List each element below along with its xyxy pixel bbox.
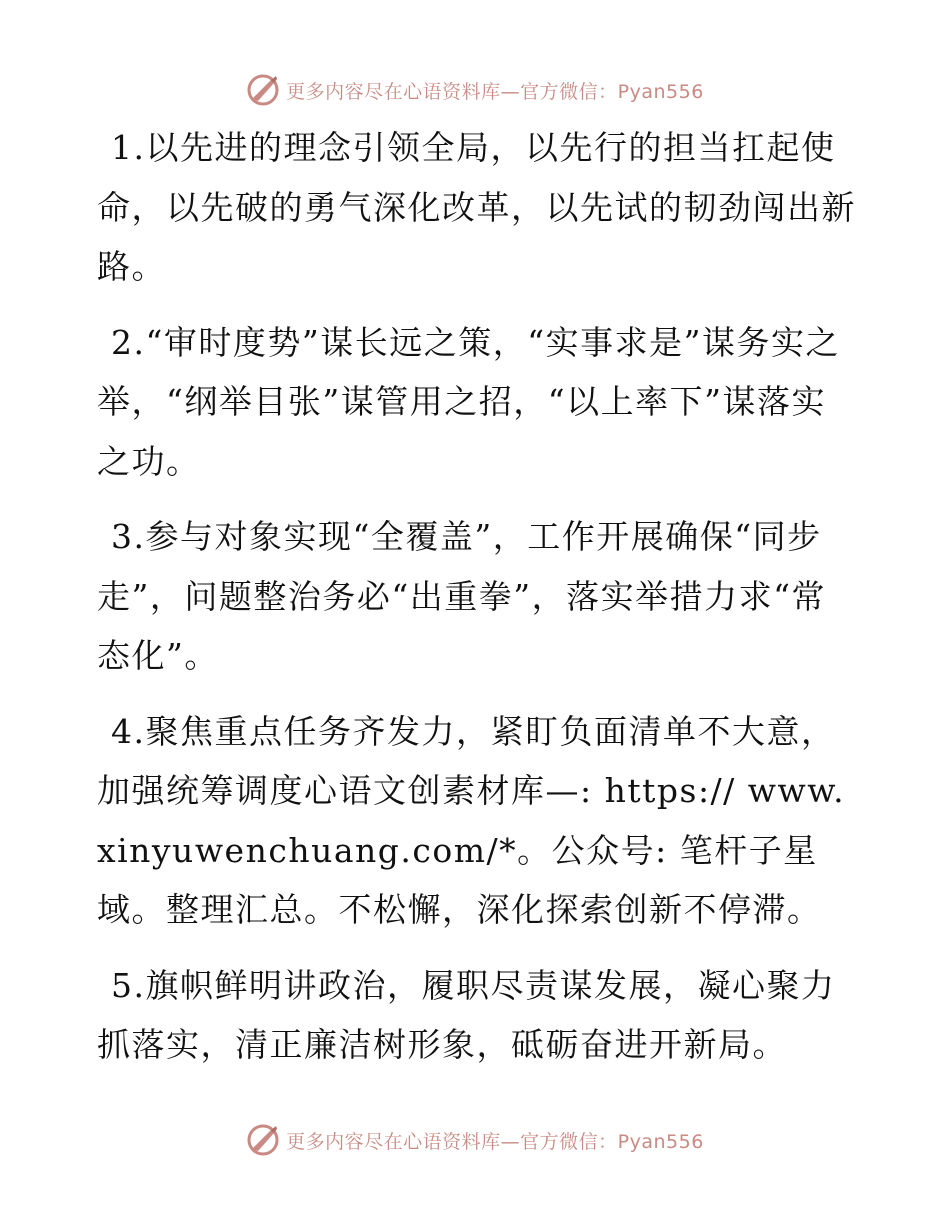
paragraph-text: 以先进的理念引领全局，以先行的担当扛起使命，以先破的勇气深化改革，以先试的韧劲闯出新路。	[97, 128, 856, 286]
watermark-label: 更多内容尽在心语资料库—官方微信：	[286, 80, 618, 103]
paragraph-text: 聚焦重点任务齐发力，紧盯负面清单不大意，加强统筹调度心语文创素材库—: https:// www.xinyuwenchuang.com/*。公众号: 笔杆子星域。整理汇总。不松懈，深化探索创新不停滞。	[97, 711, 846, 929]
paragraph-3	[97, 507, 857, 686]
paragraph-number: 3.	[111, 517, 146, 556]
quill-pen-circle-icon	[246, 1123, 280, 1157]
paragraph-2	[97, 313, 857, 492]
watermark-text	[286, 77, 704, 104]
quill-pen-circle-icon	[246, 73, 280, 107]
paragraph-text: 旗帜鲜明讲政治，履职尽责谋发展，凝心聚力抓落实，清正廉洁树形象，砥砺奋进开新局。	[97, 965, 836, 1064]
paragraph-text: 参与对象实现“全覆盖”，工作开展确保“同步走”，问题整治务必“出重拳”，落实举措力求“常态化”。	[97, 517, 826, 675]
footer-watermark-banner	[0, 1120, 950, 1160]
paragraph-number: 5.	[111, 965, 146, 1005]
wechat-id: Pyan556	[617, 80, 704, 103]
watermark-text	[286, 1127, 704, 1154]
document-body	[97, 118, 857, 1091]
paragraph-5	[97, 956, 857, 1075]
paragraph-1	[97, 118, 857, 297]
paragraph-number: 4.	[111, 711, 146, 751]
paragraph-4	[97, 702, 857, 940]
paragraph-number: 2.	[111, 322, 146, 362]
wechat-id: Pyan556	[617, 1130, 704, 1153]
watermark-label: 更多内容尽在心语资料库—官方微信：	[286, 1130, 618, 1153]
header-watermark-banner	[0, 70, 950, 110]
paragraph-number: 1.	[111, 128, 146, 167]
paragraph-text: “审时度势”谋长远之策，“实事求是”谋务实之举，“纲举目张”谋管用之招，“以上率下”谋落实之功。	[97, 322, 840, 481]
